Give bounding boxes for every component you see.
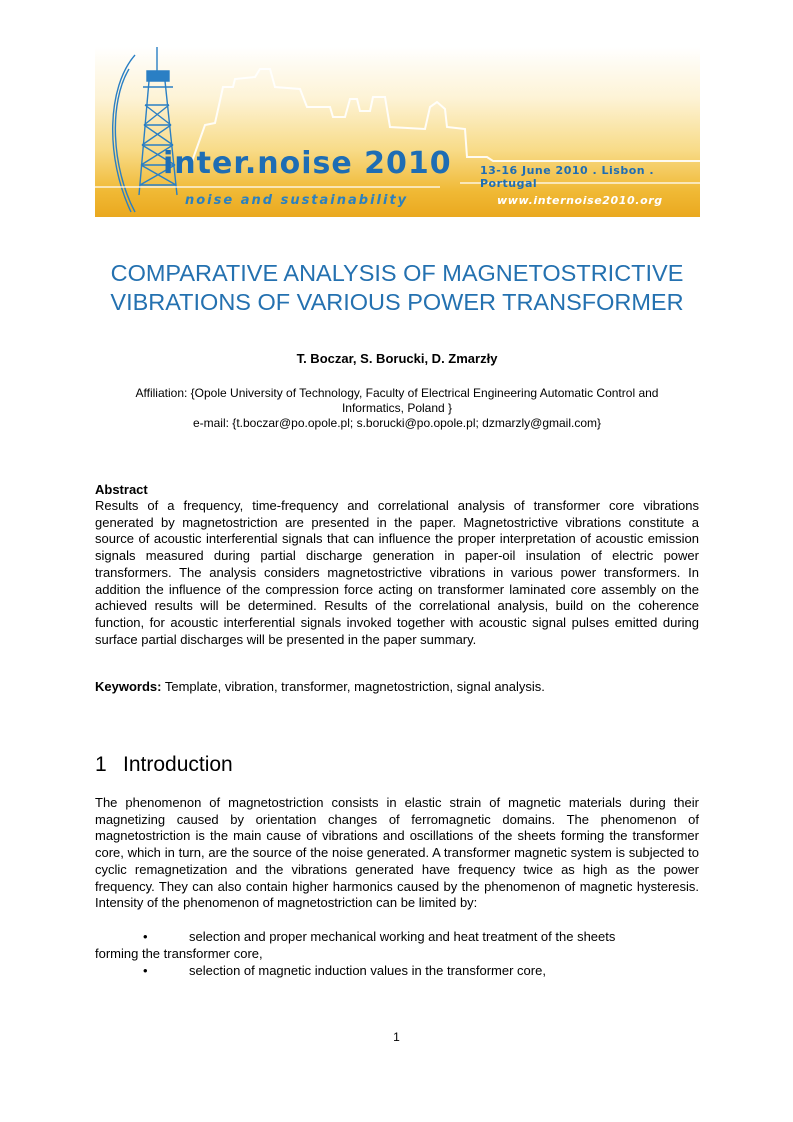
introduction-text: The phenomenon of magnetostriction consists in elastic strain of magnetic materials during their magnetizing caused by orientation changes of ferromagnetic domains. The phenomenon of magnetostriction is the main cause of vibrations and oscillations of the sheets forming the transformer core, which in turn, are the source of the noise generated. A transformer magnetic system is subjected to cyclic remagnetization and the vibrations generated have frequency twice as high as the power frequency. They can also contain higher harmonics caused by the phenomenon of magnetic hysteresis. Intensity of the phenomenon of magnetostriction can be limited by: — [95, 795, 699, 911]
conference-url: www.internoise2010.org — [497, 194, 663, 207]
abstract-heading: Abstract — [95, 482, 148, 497]
affiliation-line-1: Affiliation: {Opole University of Technology, Faculty of Electrical Engineering Automatic Control and — [135, 386, 659, 400]
bullet-item-text: selection of magnetic induction values in the transformer core, — [189, 963, 546, 978]
conference-tagline: noise and sustainability — [185, 193, 409, 208]
keywords-text: Template, vibration, transformer, magnetostriction, signal analysis. — [161, 679, 545, 694]
conference-dates-location: 13-16 June 2010 . Lisbon . Portugal — [480, 164, 655, 190]
conference-logo-text: inter.noise 2010 — [163, 146, 452, 181]
page-number: 1 — [393, 1030, 400, 1044]
bullet-item-continuation: forming the transformer core, — [95, 945, 263, 961]
section-heading — [95, 753, 233, 777]
section-number: 1 — [95, 753, 107, 776]
conference-banner — [95, 47, 700, 217]
lisbon-skyline-illustration — [95, 47, 700, 217]
paper-authors: T. Boczar, S. Borucki, D. Zmarzły — [296, 351, 498, 366]
keywords-line — [95, 679, 699, 696]
abstract-text: Results of a frequency, time-frequency and correlational analysis of transformer core vibrations generated by magnetostriction are presented in the paper. Magnetostrictive vibrations constitute a source of acoustic interferential signals that can influence the proper interpretation of acoustic emission signals measured during partial discharge generation in paper-oil insulation of electric power transformers. The analysis considers magnetostrictive vibrations in various power transformers. In addition the influence of the compression force acting on transformer laminated core assembly on the achieved results will be determined. Results of the correlational analysis, build on the coherence function, for acoustic interferential signals invoked together with acoustic signal pulses emitted during surface partial discharges will be presented in the paper summary. — [95, 498, 699, 647]
section-title: Introduction — [123, 753, 233, 776]
bullet-item-text: selection and proper mechanical working and heat treatment of the sheets — [189, 929, 616, 944]
bullet-marker: • — [143, 963, 148, 978]
paper-title-line-1: COMPARATIVE ANALYSIS OF MAGNETOSTRICTIVE — [110, 260, 684, 286]
bullet-item — [95, 929, 699, 962]
affiliation-block — [95, 386, 699, 431]
email-line: e-mail: {t.boczar@po.opole.pl; s.borucki@po.opole.pl; dzmarzly@gmail.com} — [192, 416, 602, 430]
paper-title — [95, 259, 699, 317]
bullet-marker: • — [143, 929, 148, 944]
paper-title-line-2: VIBRATIONS OF VARIOUS POWER TRANSFORMER — [110, 289, 684, 315]
affiliation-line-2: Informatics, Poland } — [341, 401, 453, 415]
keywords-label: Keywords: — [95, 679, 162, 694]
